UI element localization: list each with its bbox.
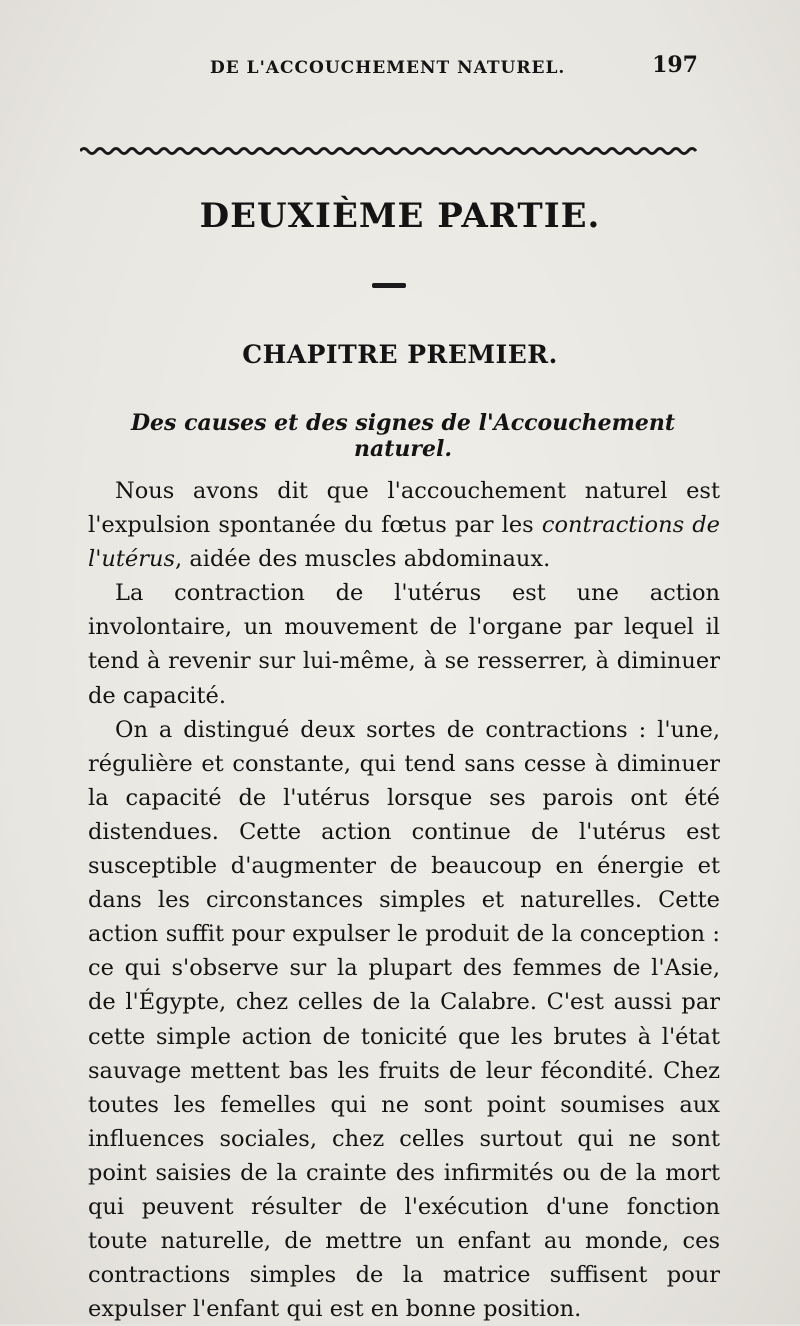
page-header	[90, 52, 702, 82]
paragraph-1	[88, 474, 720, 576]
section-title: Des causes et des signes de l'Accouchement naturel.	[130, 410, 676, 462]
paragraph-3: On a distingué deux sortes de contractions : l'une, régulière et constante, qui tend sans cesse à diminuer la capacité de l'utérus lorsque ses parois ont été distendues. Cette action continue de l'utérus est susceptible d'augmenter de beaucoup en énergie et dans les circonstances simples et naturelles. Cette action suffit pour expulser le produit de la conception : ce qui s'observe sur la plupart des femmes de l'Asie, de l'Égypte, chez celles de la Calabre. C'est aussi par cette simple action de tonicité que les brutes à l'état sauvage mettent bas les fruits de leur fécondité. Chez toutes les femelles qui ne sont point soumises aux influences sociales, chez celles surtout qui ne sont point saisies de la crainte des infirmités ou de la mort qui peuvent résulter de l'exécution d'une fonction toute naturelle, de mettre un enfant au monde, ces contractions simples de la matrice suffisent pour expulser l'enfant qui est en bonne position.	[88, 716, 720, 1323]
body-text	[88, 474, 720, 1326]
decorative-dash	[372, 283, 406, 288]
part-title: DEUXIÈME PARTIE.	[199, 196, 601, 236]
paragraph-1-text-before: Nous avons dit que l'accouchement naturel est l'expulsion spontanée du fœtus par les	[88, 478, 720, 539]
chapter-title: CHAPITRE PREMIER.	[242, 340, 558, 369]
ornamental-rule	[80, 144, 697, 158]
paragraph-1-emphasis: contractions de l'utérus	[88, 512, 720, 573]
running-head: DE L'ACCOUCHEMENT NATUREL.	[210, 58, 566, 78]
paragraph-2: La contraction de l'utérus est une action involontaire, un mouvement de l'organe par lequel il tend à revenir sur lui-même, à se resserrer, à diminuer de capacité.	[88, 580, 720, 709]
paragraph-1-text-after: , aidée des muscles abdominaux.	[175, 546, 551, 573]
page-number: 197	[652, 52, 698, 78]
